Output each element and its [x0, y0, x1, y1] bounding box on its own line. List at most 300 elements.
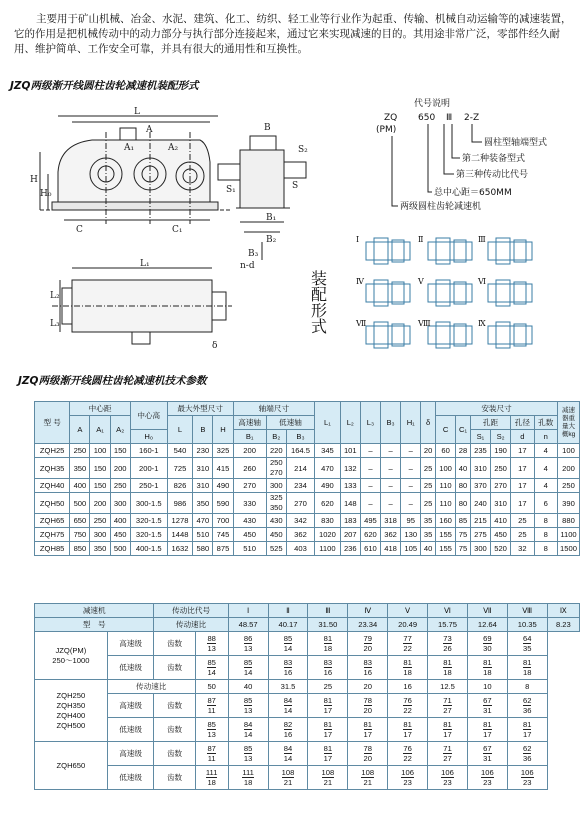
svg-text:L: L	[134, 107, 140, 117]
table-cell: 齿数	[154, 632, 195, 656]
table-cell: 101	[340, 444, 360, 458]
table-cell: 610	[360, 542, 380, 556]
table-cell: –	[381, 458, 401, 479]
teeth-fraction: $\frac{85}{13}$	[243, 696, 253, 715]
table-cell: 60	[436, 444, 456, 458]
table-cell	[388, 766, 428, 790]
table-cell: 132	[340, 458, 360, 479]
table-row: 减速机 传动比代号 Ⅰ Ⅱ Ⅲ Ⅳ Ⅴ Ⅵ Ⅶ Ⅷ Ⅸ	[35, 604, 580, 618]
teeth-fraction: $\frac{106}{23}$	[481, 768, 494, 787]
table-cell: 300-1.5	[130, 493, 167, 514]
table-cell: 830	[315, 514, 341, 528]
table-row	[35, 528, 580, 542]
table-cell: 300	[110, 493, 130, 514]
teeth-fraction: $\frac{84}{14}$	[243, 720, 253, 739]
table-cell: 8	[534, 514, 557, 528]
teeth-fraction: $\frac{81}{18}$	[403, 658, 412, 677]
svg-text:L₃: L₃	[50, 319, 60, 329]
table-row	[35, 479, 580, 493]
teeth-fraction: $\frac{84}{14}$	[283, 744, 293, 763]
teeth-fraction: $\frac{87}{11}$	[207, 696, 216, 715]
table-cell: 95	[401, 514, 421, 528]
teeth-fraction: $\frac{81}{17}$	[403, 720, 412, 739]
table-cell: ZQH650	[35, 742, 108, 790]
teeth-fraction: $\frac{78}{20}$	[363, 744, 372, 763]
teeth-fraction: $\frac{81}{17}$	[323, 720, 333, 739]
table-cell	[268, 742, 308, 766]
table-cell: 234	[286, 479, 314, 493]
table-cell	[228, 742, 268, 766]
table-cell: 260	[233, 458, 266, 479]
teeth-fraction: $\frac{76}{22}$	[403, 744, 412, 763]
table-cell: 130	[401, 528, 421, 542]
table-cell	[507, 766, 547, 790]
svg-text:S: S	[292, 181, 299, 191]
svg-text:圆柱型轴端型式: 圆柱型轴端型式	[484, 138, 548, 148]
svg-text:B₁: B₁	[266, 213, 277, 223]
teeth-fraction: $\frac{67}{31}$	[483, 744, 492, 763]
table-cell: 580	[193, 542, 213, 556]
svg-text:A₁: A₁	[124, 143, 135, 153]
table-cell: 510	[193, 528, 213, 542]
svg-text:(PM): (PM)	[376, 125, 397, 135]
teeth-fraction: $\frac{83}{16}$	[363, 658, 372, 677]
table-cell: 8	[507, 680, 547, 694]
teeth-fraction: $\frac{85}{14}$	[243, 658, 253, 677]
table-cell: 150	[90, 458, 110, 479]
svg-text:ZQ: ZQ	[384, 113, 398, 123]
svg-text:H: H	[30, 175, 38, 185]
table-cell: –	[381, 493, 401, 514]
table-cell: 390	[558, 493, 580, 514]
table-row	[35, 680, 580, 694]
table-cell: 40	[228, 680, 268, 694]
teeth-fraction: $\frac{64}{35}$	[523, 634, 532, 653]
table-row	[35, 514, 580, 528]
table-cell: 986	[167, 493, 193, 514]
assembly-vertical-label	[309, 270, 328, 334]
table-cell: 105	[401, 542, 421, 556]
table-cell: 325	[213, 444, 233, 458]
table-cell: 150	[110, 444, 130, 458]
teeth-fraction: $\frac{108}{21}$	[321, 768, 335, 787]
teeth-fraction: $\frac{69}{30}$	[483, 634, 492, 653]
table-cell	[195, 656, 228, 680]
svg-text:L₂: L₂	[50, 291, 60, 301]
teeth-fraction: $\frac{84}{14}$	[283, 696, 293, 715]
plan-view	[52, 268, 232, 344]
table-cell: 418	[381, 542, 401, 556]
table-cell: 403	[286, 542, 314, 556]
table-cell: 低速级	[107, 656, 154, 680]
table-cell	[228, 694, 268, 718]
table-cell: 17	[511, 493, 534, 514]
table-cell: 1100	[558, 528, 580, 542]
table-cell: 540	[167, 444, 193, 458]
table-cell: 270	[233, 479, 266, 493]
table-cell: 25	[421, 458, 436, 479]
teeth-fraction: $\frac{108}{21}$	[361, 768, 375, 787]
table-cell: 400	[110, 514, 130, 528]
svg-text:Ⅲ: Ⅲ	[478, 235, 486, 244]
table-cell: ZQH75	[35, 528, 70, 542]
teeth-fraction: $\frac{85}{14}$	[207, 658, 216, 677]
table-cell: 150	[90, 479, 110, 493]
table-cell: 25	[511, 514, 534, 528]
svg-text:δ: δ	[212, 341, 218, 351]
table-cell	[348, 742, 388, 766]
table-cell: 300	[90, 528, 110, 542]
table-row	[35, 694, 580, 718]
assembly-forms-grid	[366, 238, 532, 348]
table-cell	[308, 632, 348, 656]
table-cell: 传动速比	[107, 680, 195, 694]
table-cell	[428, 742, 468, 766]
table-header-row: A A₁ A₂ L B H 高速轴 低速轴 C C₁ 孔距 孔径 孔数	[35, 416, 580, 430]
table-cell: 8	[534, 542, 557, 556]
table-cell: 310	[491, 493, 511, 514]
table-cell: 110	[436, 479, 456, 493]
table-cell: 500	[70, 493, 90, 514]
svg-text:H₀: H₀	[40, 189, 52, 199]
teeth-fraction: $\frac{83}{16}$	[283, 658, 293, 677]
table-body	[35, 444, 580, 556]
table-cell	[195, 742, 228, 766]
table-cell: 350	[193, 493, 213, 514]
table-cell	[467, 656, 507, 680]
teeth-fraction: $\frac{81}{17}$	[363, 720, 372, 739]
table-cell	[388, 742, 428, 766]
table-cell: 318	[381, 514, 401, 528]
table-header-row: H₀ B₁ B₂ B₃ S₁ S₂ d n	[35, 430, 580, 444]
table-cell: 725	[167, 458, 193, 479]
table-cell: 齿数	[154, 656, 195, 680]
table-cell	[195, 718, 228, 742]
table-cell	[428, 694, 468, 718]
table-cell: 826	[167, 479, 193, 493]
teeth-fraction: $\frac{111}{18}$	[242, 768, 254, 787]
table-cell: 25	[511, 528, 534, 542]
table-cell: 250	[90, 514, 110, 528]
svg-text:A₂: A₂	[168, 143, 179, 153]
table-cell: 450	[491, 528, 511, 542]
table-cell: 低速级	[107, 718, 154, 742]
table-cell: 350	[70, 458, 90, 479]
table-cell: 32	[511, 542, 534, 556]
table-cell: 310	[193, 479, 213, 493]
table-cell: 875	[213, 542, 233, 556]
table-row	[35, 718, 580, 742]
teeth-fraction: $\frac{86}{13}$	[243, 634, 253, 653]
table-cell: 620	[360, 528, 380, 542]
table-cell: 1500	[558, 542, 580, 556]
table-cell: 高速级	[107, 694, 154, 718]
table-cell: 750	[70, 528, 90, 542]
table-cell: 25	[421, 493, 436, 514]
table-cell: 85	[456, 514, 471, 528]
table-cell	[348, 766, 388, 790]
table-cell: 20	[421, 444, 436, 458]
table-cell: 75	[456, 528, 471, 542]
teeth-fraction: $\frac{77}{22}$	[403, 634, 412, 653]
table-cell	[228, 656, 268, 680]
table-cell: 31.5	[268, 680, 308, 694]
table-cell	[308, 766, 348, 790]
table-cell: 155	[436, 528, 456, 542]
table-cell	[467, 742, 507, 766]
teeth-fraction: $\frac{111}{18}$	[205, 768, 218, 787]
table-row	[35, 766, 580, 790]
svg-text:B: B	[264, 123, 271, 133]
table-cell: –	[401, 479, 421, 493]
table-cell: 400-1.5	[130, 542, 167, 556]
teeth-fraction: $\frac{67}{31}$	[483, 696, 492, 715]
svg-text:S₂: S₂	[298, 145, 308, 155]
table-cell: –	[360, 458, 380, 479]
table-cell: 齿数	[154, 718, 195, 742]
svg-text:Ⅷ: Ⅷ	[418, 319, 431, 328]
teeth-fraction: $\frac{85}{13}$	[243, 744, 253, 763]
table-cell: –	[381, 444, 401, 458]
table-cell: –	[401, 444, 421, 458]
svg-text:Ⅳ: Ⅳ	[356, 277, 364, 286]
table-cell: 362	[286, 528, 314, 542]
svg-text:650: 650	[418, 113, 436, 123]
table-cell: –	[360, 493, 380, 514]
teeth-fraction: $\frac{106}{23}$	[441, 768, 454, 787]
teeth-fraction: $\frac{81}{17}$	[443, 720, 452, 739]
table-cell	[195, 766, 228, 790]
table-row	[35, 493, 580, 514]
svg-text:装配形式: 装配形式	[308, 270, 328, 334]
table-cell: 490	[315, 479, 341, 493]
table-cell: 10	[467, 680, 507, 694]
table-cell	[308, 694, 348, 718]
teeth-fraction: $\frac{62}{36}$	[523, 696, 532, 715]
table-cell: 220	[266, 444, 286, 458]
transmission-ratio-table	[34, 603, 580, 790]
table-cell: 1100	[315, 542, 341, 556]
table-row	[35, 444, 580, 458]
table-cell: 35	[421, 528, 436, 542]
table-cell: ZQH50	[35, 493, 70, 514]
table-cell: 250	[558, 479, 580, 493]
table-cell: 6	[534, 493, 557, 514]
table-cell: 4	[534, 444, 557, 458]
table-cell	[195, 694, 228, 718]
table-cell: 215	[470, 514, 490, 528]
table-cell: 520	[491, 542, 511, 556]
table-cell: 320-1.5	[130, 528, 167, 542]
table-cell	[348, 656, 388, 680]
table-cell	[507, 694, 547, 718]
svg-text:A: A	[146, 125, 153, 135]
table-cell: 310	[193, 458, 213, 479]
table-cell: 12.5	[428, 680, 468, 694]
table-cell: 110	[436, 493, 456, 514]
table-cell: 1278	[167, 514, 193, 528]
svg-text:第三种传动比代号: 第三种传动比代号	[456, 170, 529, 180]
teeth-fraction: $\frac{85}{14}$	[283, 634, 293, 653]
table-cell	[428, 656, 468, 680]
table-cell: ZQH25	[35, 444, 70, 458]
table-cell: 4	[534, 479, 557, 493]
table-cell: 300	[266, 479, 286, 493]
table-cell: 148	[340, 493, 360, 514]
table-cell: 430	[233, 514, 266, 528]
table-cell: 880	[558, 514, 580, 528]
table-cell: 342	[286, 514, 314, 528]
teeth-fraction: $\frac{79}{20}$	[363, 634, 372, 653]
table-cell: –	[401, 458, 421, 479]
svg-text:Ⅰ: Ⅰ	[356, 235, 360, 244]
teeth-fraction: $\frac{85}{13}$	[207, 720, 216, 739]
table-cell: 450	[110, 528, 130, 542]
table-cell	[388, 656, 428, 680]
table-cell: 200-1	[130, 458, 167, 479]
table-cell: 190	[491, 444, 511, 458]
table-cell: 320-1.5	[130, 514, 167, 528]
table-cell: 齿数	[154, 766, 195, 790]
table-cell: 40	[421, 542, 436, 556]
svg-text:代号说明: 代号说明	[414, 99, 451, 109]
table-cell: –	[401, 493, 421, 514]
table-cell: 230	[193, 444, 213, 458]
table-cell: 700	[213, 514, 233, 528]
teeth-fraction: $\frac{81}{17}$	[323, 744, 333, 763]
svg-text:Ⅶ: Ⅶ	[356, 319, 367, 328]
table-cell: –	[360, 444, 380, 458]
table-row: 型 号 传动速比 48.57 40.17 31.50 23.34 20.49 15.75 12.64 10.35 8.23	[35, 618, 580, 632]
table-cell	[308, 656, 348, 680]
table-cell	[268, 766, 308, 790]
table-row	[35, 742, 580, 766]
table-cell: 25	[421, 479, 436, 493]
teeth-fraction: $\frac{108}{21}$	[281, 768, 295, 787]
table-cell	[268, 632, 308, 656]
table-cell: 330	[233, 493, 266, 514]
svg-text:C₁: C₁	[172, 225, 183, 235]
table-cell: 4	[534, 458, 557, 479]
table-cell: 250 270	[266, 458, 286, 479]
teeth-fraction: $\frac{81}{18}$	[483, 658, 492, 677]
svg-text:Ⅴ: Ⅴ	[418, 277, 424, 286]
table-cell: 250	[491, 458, 511, 479]
table-cell: –	[381, 479, 401, 493]
table-cell: 490	[213, 479, 233, 493]
table-cell: 高速级	[107, 632, 154, 656]
table-cell: 410	[491, 514, 511, 528]
teeth-fraction: $\frac{81}{17}$	[483, 720, 492, 739]
table-cell: 415	[213, 458, 233, 479]
table-cell	[268, 656, 308, 680]
table-cell: 高速级	[107, 742, 154, 766]
table-cell	[428, 718, 468, 742]
teeth-fraction: $\frac{106}{23}$	[401, 768, 414, 787]
front-view	[40, 116, 230, 224]
table-cell: 200	[90, 493, 110, 514]
svg-text:总中心距＝650MM: 总中心距＝650MM	[434, 188, 512, 198]
technical-parameters-table	[34, 401, 580, 556]
table-cell: 250	[110, 479, 130, 493]
teeth-fraction: $\frac{81}{18}$	[523, 658, 532, 677]
table-header-row: 型 号 中心距 中心高 最大外型尺寸 轴端尺寸 L₁ L₂ L₃ B₃ H₁ δ 安装尺寸 减速器重量大概kg	[35, 402, 580, 416]
table-cell	[388, 718, 428, 742]
table-cell: 183	[340, 514, 360, 528]
table-cell: 300	[470, 542, 490, 556]
teeth-fraction: $\frac{71}{27}$	[443, 696, 452, 715]
table-cell	[348, 632, 388, 656]
table-cell: 200	[558, 458, 580, 479]
assembly-section-title: JZQ两级渐开线圆柱齿轮减速机装配形式	[10, 80, 199, 92]
teeth-fraction: $\frac{76}{22}$	[403, 696, 412, 715]
table-cell: 350	[90, 542, 110, 556]
svg-text:C: C	[76, 225, 83, 235]
table-cell: 164.5	[286, 444, 314, 458]
table-cell: ZQH85	[35, 542, 70, 556]
table-cell	[228, 766, 268, 790]
table-cell: 1020	[315, 528, 341, 542]
table-cell: 80	[456, 493, 471, 514]
table-cell: 200	[233, 444, 266, 458]
table-cell: 214	[286, 458, 314, 479]
table-cell: 270	[491, 479, 511, 493]
table-cell: ZQH35	[35, 458, 70, 479]
table-cell: 590	[213, 493, 233, 514]
table-cell: 525	[266, 542, 286, 556]
table-cell: 236	[340, 542, 360, 556]
table-cell: 160	[436, 514, 456, 528]
table-cell	[388, 632, 428, 656]
table-cell	[507, 656, 547, 680]
table-cell: 270	[286, 493, 314, 514]
table-cell	[268, 718, 308, 742]
teeth-fraction: $\frac{71}{27}$	[443, 744, 452, 763]
table-cell: 17	[511, 444, 534, 458]
teeth-fraction: $\frac{62}{36}$	[523, 744, 532, 763]
table-cell: 325 350	[266, 493, 286, 514]
table-body	[35, 632, 580, 790]
table-cell: 500	[110, 542, 130, 556]
table-cell	[467, 632, 507, 656]
svg-text:Ⅲ: Ⅲ	[446, 113, 453, 123]
svg-text:2-Z: 2-Z	[464, 113, 480, 123]
svg-text:B₃: B₃	[248, 249, 259, 259]
table-cell: 低速级	[107, 766, 154, 790]
table-cell: 250	[70, 444, 90, 458]
table-cell: –	[360, 479, 380, 493]
table-cell: 80	[456, 479, 471, 493]
svg-text:两级圆柱齿轮减速机: 两级圆柱齿轮减速机	[400, 202, 482, 212]
table-cell: 207	[340, 528, 360, 542]
table-cell: 8	[534, 528, 557, 542]
table-cell	[348, 718, 388, 742]
teeth-fraction: $\frac{78}{20}$	[363, 696, 372, 715]
table-cell: 510	[233, 542, 266, 556]
table-cell: 470	[193, 514, 213, 528]
table-cell: 齿数	[154, 742, 195, 766]
table-cell: 495	[360, 514, 380, 528]
table-cell	[308, 742, 348, 766]
table-row	[35, 656, 580, 680]
table-cell: 35	[421, 514, 436, 528]
table-cell: 400	[70, 479, 90, 493]
table-row	[35, 458, 580, 479]
table-cell: 1632	[167, 542, 193, 556]
table-cell: 620	[315, 493, 341, 514]
table-cell: 450	[266, 528, 286, 542]
table-cell: 430	[266, 514, 286, 528]
